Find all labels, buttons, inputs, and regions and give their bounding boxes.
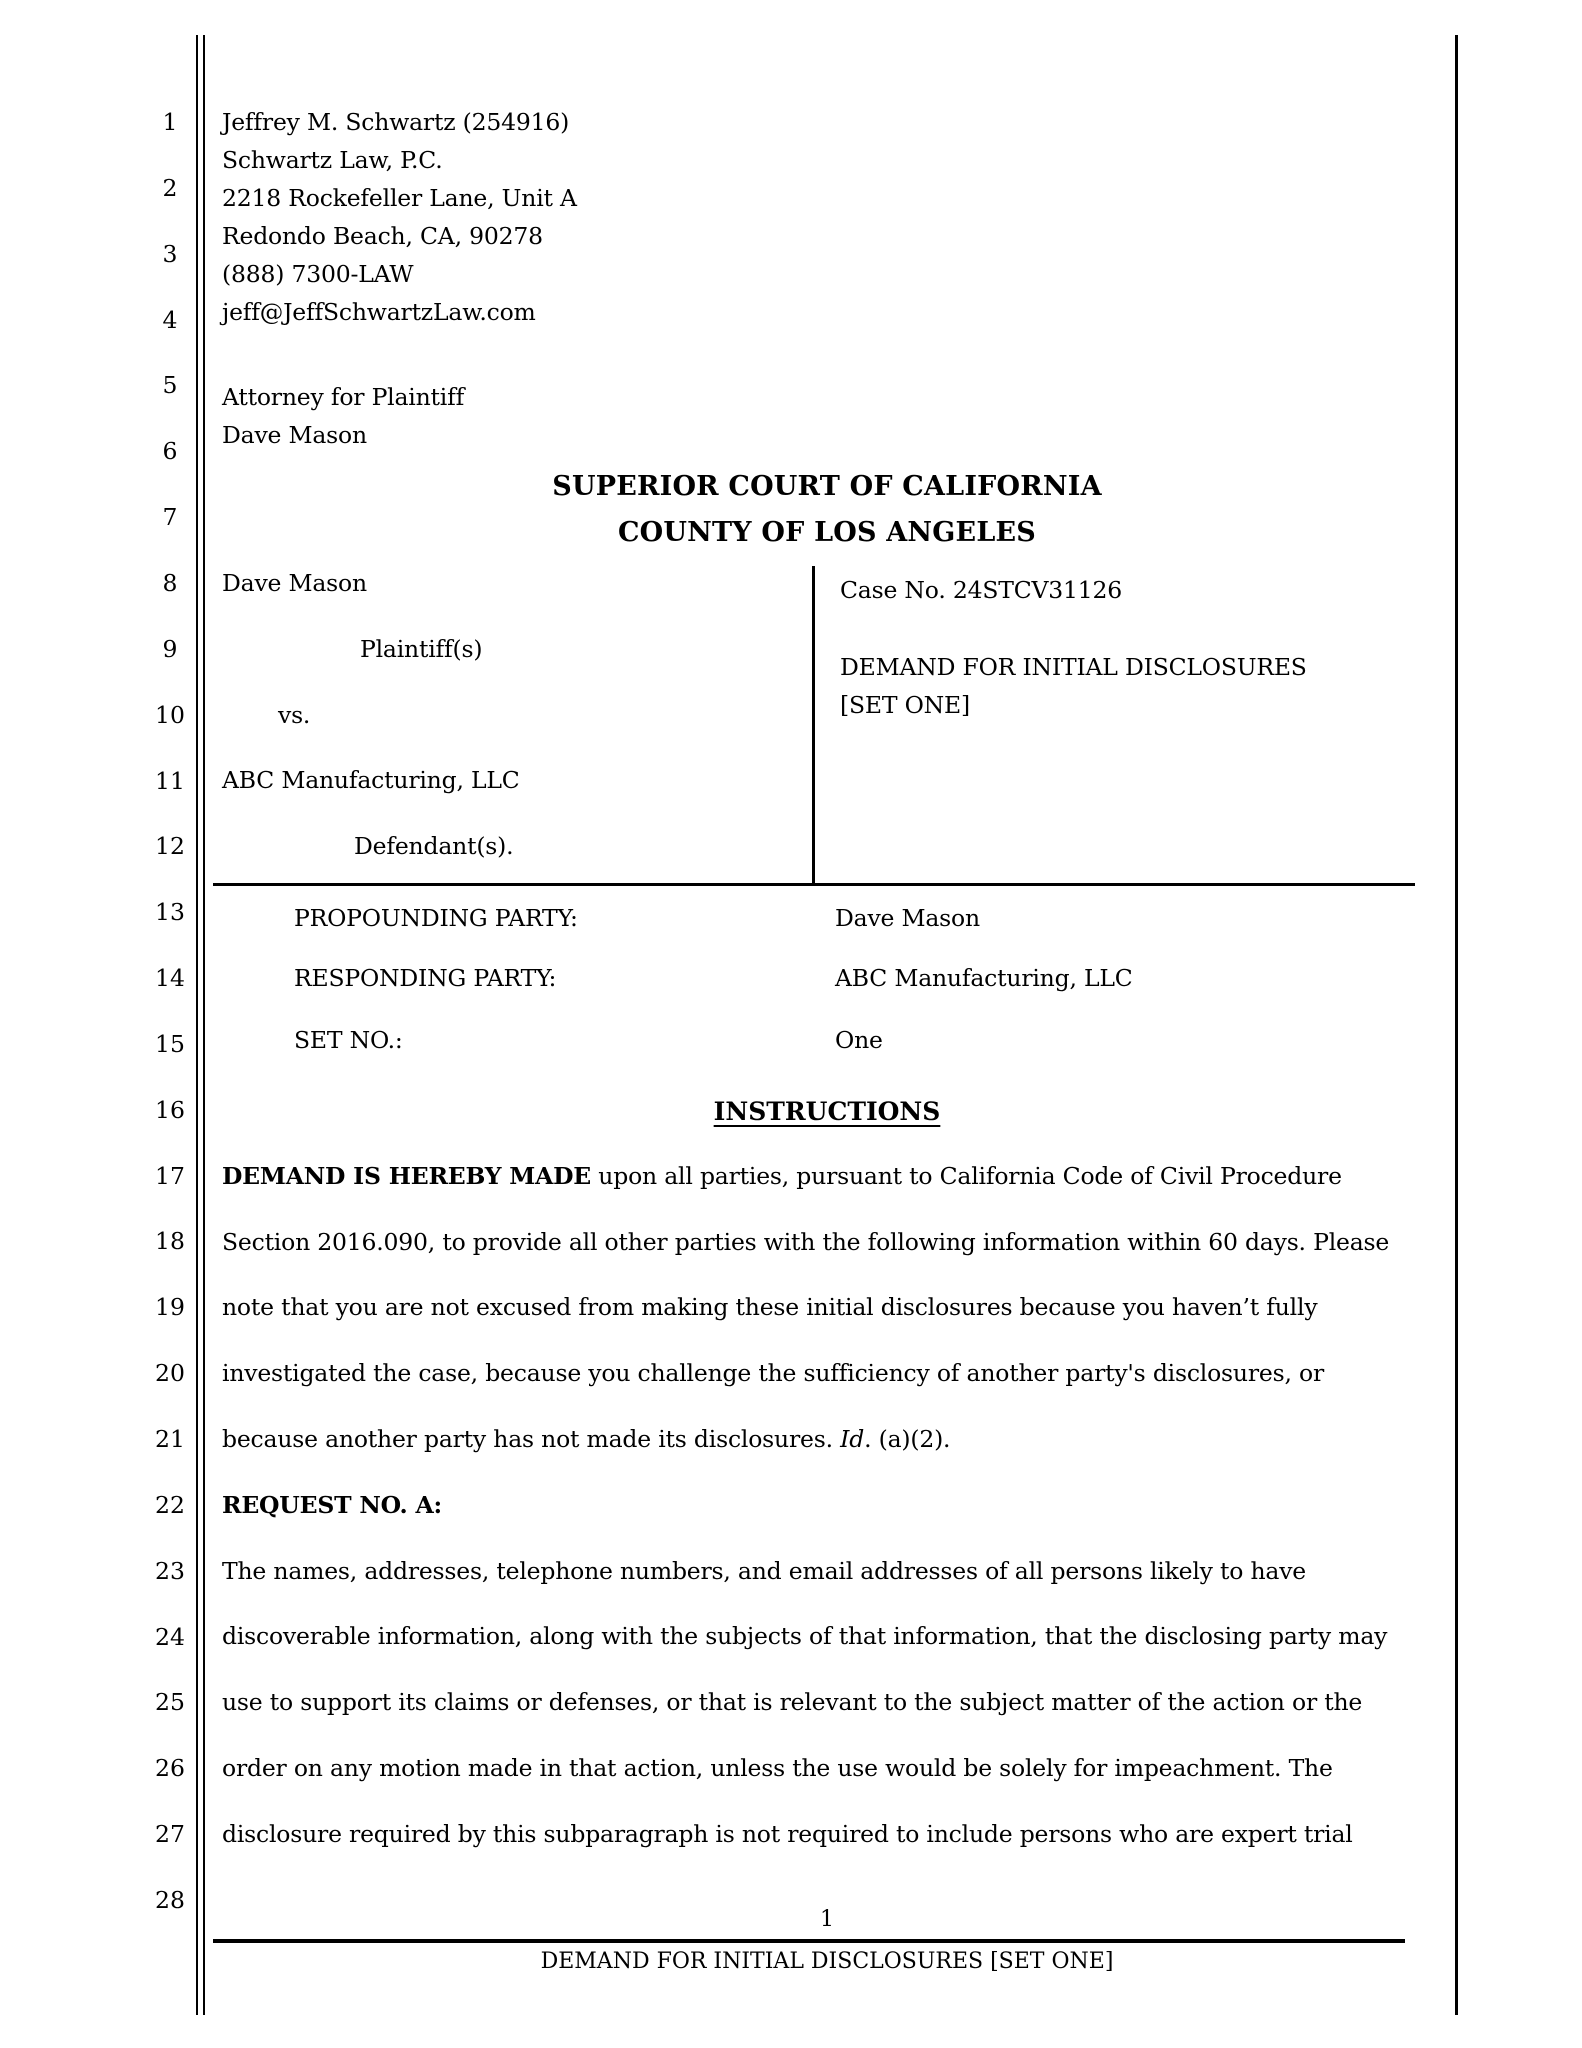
caption-versus: vs.	[278, 701, 311, 729]
line-number: 10	[155, 700, 185, 729]
city-state-zip-line: Redondo Beach, CA, 90278	[222, 222, 543, 250]
line-number: 27	[155, 1820, 185, 1849]
line-number: 8	[162, 568, 178, 597]
line-number: 28	[155, 1885, 185, 1914]
attorney-block	[222, 103, 577, 331]
caption-defendant-name: ABC Manufacturing, LLC	[222, 766, 520, 794]
attorney-name-line: Jeffrey M. Schwartz (254916)	[222, 108, 570, 136]
right-margin-rule	[1455, 35, 1458, 2015]
propounding-party-value: Dave Mason	[835, 904, 980, 932]
line-number: 4	[162, 305, 178, 334]
instructions-paragraph-line4: investigated the case, because you challenge the sufficiency of another party's disclosures, or	[222, 1359, 1324, 1387]
request-a-line2: discoverable information, along with the subjects of that information, that the disclosing party may	[222, 1622, 1388, 1650]
line-number: 3	[162, 239, 178, 268]
line-number: 7	[162, 503, 178, 532]
caption-plaintiff-name: Dave Mason	[222, 569, 367, 597]
line-number: 21	[155, 1425, 185, 1453]
court-county-heading: COUNTY OF LOS ANGELES	[617, 517, 1037, 548]
phone-line: (888) 7300-LAW	[222, 260, 414, 288]
document-title-line2: [SET ONE]	[840, 691, 970, 719]
line-number: 15	[155, 1029, 185, 1058]
case-number: Case No. 24STCV31126	[840, 576, 1123, 604]
attorney-for-line: Attorney for Plaintiff	[222, 383, 465, 411]
line-number: 14	[155, 964, 185, 992]
email-line: jeff@JeffSchwartzLaw.com	[222, 298, 536, 326]
page-number: 1	[820, 1907, 834, 1932]
line-number: 20	[155, 1359, 185, 1388]
responding-party-value: ABC Manufacturing, LLC	[835, 964, 1133, 992]
attorney-for-block	[222, 378, 464, 454]
line-number: 6	[162, 437, 178, 466]
line-number: 23	[155, 1556, 185, 1585]
id-citation-italic: Id	[840, 1425, 865, 1453]
footer-rule	[213, 1939, 1405, 1943]
instructions-paragraph-line2: Section 2016.090, to provide all other parties with the following information within 60 days. Please	[222, 1228, 1390, 1256]
court-name-heading: SUPERIOR COURT OF CALIFORNIA	[552, 471, 1102, 502]
line-number: 12	[155, 832, 185, 861]
footer-title: DEMAND FOR INITIAL DISCLOSURES [SET ONE]	[540, 1949, 1114, 1974]
set-number-label: SET NO.:	[294, 1026, 403, 1054]
firm-name-line: Schwartz Law, P.C.	[222, 146, 443, 174]
request-a-line4: order on any motion made in that action, unless the use would be solely for impeachment. The	[222, 1754, 1333, 1782]
instructions-paragraph-line1	[222, 1160, 1342, 1192]
line-number: 13	[155, 898, 185, 927]
set-number-value: One	[835, 1026, 883, 1054]
line-number: 1	[162, 108, 178, 136]
line-number: 17	[155, 1161, 185, 1190]
line-number: 11	[155, 766, 185, 795]
instructions-paragraph-line3: note that you are not excused from making these initial disclosures because you haven’t fully	[222, 1293, 1318, 1321]
line-number: 25	[155, 1688, 185, 1717]
street-address-line: 2218 Rockefeller Lane, Unit A	[222, 184, 577, 212]
line-number: 19	[155, 1293, 185, 1322]
line-number: 24	[155, 1622, 185, 1651]
caption-divider-rule	[812, 566, 815, 884]
request-a-line3: use to support its claims or defenses, or that is relevant to the subject matter of the action or the	[222, 1688, 1363, 1716]
line-number: 2	[162, 173, 178, 202]
line-number: 5	[162, 371, 178, 400]
request-a-heading: REQUEST NO. A:	[222, 1491, 443, 1519]
line1-rest: upon all parties, pursuant to California Code of Civil Procedure	[591, 1162, 1342, 1190]
line-number: 18	[155, 1227, 185, 1256]
line5-post: . (a)(2).	[864, 1425, 951, 1453]
line-number: 26	[155, 1754, 185, 1783]
caption-bottom-rule	[213, 883, 1415, 886]
line-number: 9	[162, 634, 178, 663]
demand-lead-bold: DEMAND IS HEREBY MADE	[222, 1162, 592, 1190]
line-number: 22	[155, 1490, 185, 1519]
line-number: 16	[155, 1095, 185, 1124]
document-title-line1: DEMAND FOR INITIAL DISCLOSURES	[840, 653, 1307, 681]
client-name-line: Dave Mason	[222, 421, 367, 449]
request-a-line1: The names, addresses, telephone numbers, and email addresses of all persons likely to have	[222, 1557, 1307, 1585]
line5-pre: because another party has not made its disclosures.	[222, 1425, 841, 1453]
caption-plaintiff-label: Plaintiff(s)	[360, 635, 483, 663]
caption-defendant-label: Defendant(s).	[354, 832, 514, 860]
instructions-heading: INSTRUCTIONS	[713, 1097, 941, 1126]
propounding-party-label: PROPOUNDING PARTY:	[294, 904, 578, 932]
responding-party-label: RESPONDING PARTY:	[294, 964, 557, 992]
instructions-paragraph-line5	[222, 1423, 950, 1455]
request-a-line5: disclosure required by this subparagraph is not required to include persons who are expert trial	[222, 1820, 1353, 1848]
